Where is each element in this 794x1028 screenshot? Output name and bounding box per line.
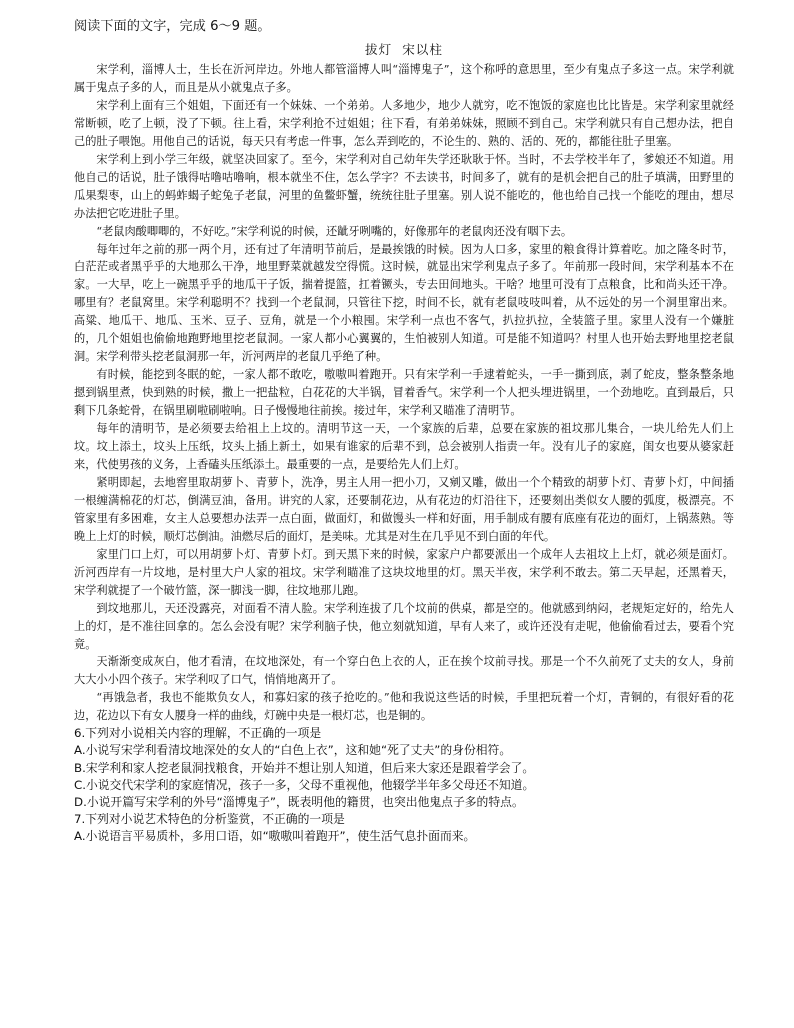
story-author: 宋以柱 — [402, 42, 443, 57]
story-paragraph: 家里门口上灯，可以用胡萝卜灯、青萝卜灯。到天黑下来的时候，家家户户都要派出一个成年人去祖坟上上灯，就必须是面灯。沂河西岸有一片坟地，是村里大户人家的祖坟。宋学利瞄准了这块坟地里的灯。黑天半夜，宋学利不敢去。第二天早起，还黑着天，宋学利就提了一个破竹篮，深一脚浅一脚，往坟地那儿跑。 — [74, 547, 734, 597]
story-paragraph: “再饿急者，我也不能欺负女人，和寡妇家的孩子抢吃的。”他和我说这些话的时候，手里把玩着一个灯，青铜的，有很好看的花边，花边以下有女人腰身一样的曲线，灯碗中央是一根灯芯，也是铜的。 — [74, 691, 734, 723]
reading-instruction: 阅读下面的文字，完成 6～9 题。 — [74, 19, 271, 34]
question-6 — [74, 725, 734, 811]
story-paragraph: 宋学利上到小学三年级，就坚决回家了。至今，宋学利对自己幼年失学还耿耿于怀。当时，不去学校半年了，爹娘还不知道。用他自己的话说，肚子饿得咕噜咕噜响，根本就坐不住，怎么学字？不去读书，时间多了，就有的是机会把自己的肚子填满，田野里的瓜果梨枣，山上的蚂蚱蝎子蛇兔子老鼠，河里的鱼鳖虾蟹，统统往肚子里塞。别人说不能吃的，他也给自己找一个能吃的理由，想尽办法把它吃进肚子里。 — [74, 152, 734, 220]
story-paragraph: 每年的清明节，是必须要去给祖上上坟的。清明节这一天，一个家族的后辈，总要在家族的祖坟那儿集合，一块儿给先人们上坟。坟上添土，坟头上压纸，坟头上插上新土，如果有谁家的后辈不到，总会被别人指责一年。没有儿子的家庭，闺女也要从婆家赶来，代使男孩的义务，上香磕头压纸添土。最重要的一点，是要给先人们上灯。 — [74, 422, 734, 471]
story-paragraph: 有时候，能挖到冬眠的蛇，一家人都不敢吃，嗷嗷叫着跑开。只有宋学利一手逮着蛇头，一手一撕到底，剥了蛇皮，整条整条地摁到锅里煮，快到熟的时候，撒上一把盐粒，白花花的大半锅，冒着香气。宋学利一个人把头埋进锅里，一个劲地吃。直到最后，只剩下几条蛇骨，在锅里刷啦刷啦响。日子慢慢地往前挨。接过年，宋学利又瞄准了清明节。 — [74, 368, 734, 418]
story-heading — [74, 41, 734, 59]
question-option: A.小说语言平易质朴，多用口语，如“嗷嗷叫着跑开”，使生活气息扑面而来。 — [74, 829, 476, 844]
question-stem: 7.下列对小说艺术特色的分析鉴赏，不正确的一项是 — [74, 812, 345, 827]
story-paragraph: 每年过年之前的那一两个月，还有过了年清明节前后，是最挨饿的时候。因为人口多，家里的粮食得计算着吃。加之隆冬时节，白茫茫或者黑乎乎的大地那么干净，地里野菜就越发空得慌。这时候，就显出宋学利鬼点子多了。年前那一段时间，宋学利基本不在家。一大早，吃上一碗黑乎乎的地瓜干子饭，揣着提篮，扛着镢头，专去田间地头。干啥？地里可没有丁点粮食，比和尚头还干净。哪里有？老鼠窝里。宋学利聪明不？找到一个老鼠洞，只管往下挖，时间不长，就有老鼠吱吱叫着，从不远处的另一个洞里窜出来。高粱、地瓜干、地瓜、玉米、豆子、豆角，就是一个小粮囤。宋学利一点也不客气，扒拉扒拉，全装篮子里。家里人没有一个嫌脏的，几个姐姐也偷偷地跑野地里挖老鼠洞。一家人都小心翼翼的，生怕被别人知道。可是能不知道吗？村里人也开始去野地里挖老鼠洞。宋学利带头挖老鼠洞那一年，沂河两岸的老鼠几乎绝了种。 — [74, 242, 734, 364]
story-paragraph: 宋学利，淄博人士，生长在沂河岸边。外地人都管淄博人叫“淄博鬼子”，这个称呼的意思里，至少有鬼点子多这一点。宋学利就属于鬼点子多的人，而且是从小就鬼点子多。 — [74, 63, 734, 94]
question-option: B.宋学利和家人挖老鼠洞找粮食，开始并不想让别人知道，但后来大家还是跟着学会了。 — [74, 760, 535, 775]
story-paragraph: 到坟地那儿，天还没露亮，对面看不清人脸。宋学利连拔了几个坟前的供桌，都是空的。他就感到纳闷，老规矩定好的，给先人上的灯，是不准往回拿的。怎么会没有呢？宋学利脑子快，他立刻就知道，早有人来了，或许还没有走呢，他偷偷看过去，要看个究竟。 — [74, 601, 734, 651]
story-body — [74, 61, 734, 725]
story-paragraph: 宋学利上面有三个姐姐，下面还有一个妹妹、一个弟弟。人多地少，地少人就穷，吃不饱饭的家庭也比比皆是。宋学利家里就经常断顿，吃了上顿，没了下顿。往上看，宋学利抢不过姐姐；往下看，有弟弟妹妹，照顾不到自己。宋学利就只有自己想办法，把自己的肚子喂饱。用他自己的话说，每天只有考虑一件事，怎么弄到吃的，不论生的、熟的、活的、死的，都能往肚子里塞。 — [74, 98, 734, 148]
story-paragraph: “老鼠肉酸唧唧的，不好吃。”宋学利说的时候，还龇牙咧嘴的，好像那年的老鼠肉还没有咽下去。 — [96, 224, 573, 238]
question-option: C.小说交代宋学利的家庭情况，孩子一多，父母不重视他，他辍学半年多父母还不知道。 — [74, 777, 535, 792]
question-stem: 6.下列对小说相关内容的理解，不正确的一项是 — [74, 726, 322, 741]
story-paragraph: 紧明即起，去地窖里取胡萝卜、青萝卜，洗净，男主人用一把小刀，又剜又雕，做出一个个精致的胡萝卜灯、青萝卜灯，中间插一根缠满棉花的灯芯，倒满豆油，备用。讲究的人家，还要制花边，从有花边的灯沿往下，还要刻出类似女人腰的弧度，极漂亮。不管家里有多困难，女主人总要想办法弄一点白面，做面灯，和做馒头一样和好面，用手制成有腰有底座有花边的面灯，上锅蒸熟。等晚上上灯的时候，顺灯芯倒油。油燃尽后的面灯，是美味。尤其是对生在几乎见不到白面的年代。 — [74, 475, 734, 543]
story-paragraph: 天渐渐变成灰白，他才看清，在坟地深处，有一个穿白色上衣的人，正在挨个坟前寻找。那是一个不久前死了丈夫的女人，身前大大小小四个孩子。宋学利叹了口气，悄悄地离开了。 — [74, 655, 734, 687]
question-option: A.小说写宋学利看清坟地深处的女人的“白色上衣”，这和她“死了丈夫”的身份相符。 — [74, 743, 512, 758]
question-7 — [74, 811, 734, 845]
question-option: D.小说开篇写宋学利的外号“淄博鬼子”，既表明他的籍贯，也突出他鬼点子多的特点。 — [74, 795, 524, 810]
story-title: 拔灯 — [365, 42, 393, 57]
